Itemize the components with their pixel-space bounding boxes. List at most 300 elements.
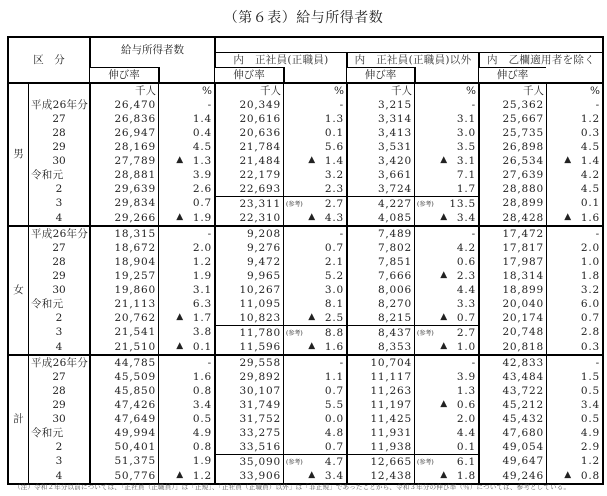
growth-rate-value: 1.1 <box>324 370 344 383</box>
growth-rate-value: 2.1 <box>324 255 344 268</box>
growth-rate-value: 0.3 <box>580 126 601 139</box>
reference-note: (参考) <box>417 201 434 208</box>
value-cell: 29,892 <box>214 370 283 384</box>
growth-rate-value: 1.8 <box>456 469 476 482</box>
value-cell: 3,661 <box>346 168 414 182</box>
growth-rate-cell <box>283 297 346 311</box>
year-label: 令和元 <box>28 426 89 440</box>
year-label: 平成26年分 <box>28 225 89 241</box>
value-cell: 45,850 <box>89 384 158 398</box>
growth-rate-value: - <box>471 227 476 240</box>
growth-rate-cell <box>414 168 478 182</box>
growth-rate-cell <box>414 112 478 126</box>
value-cell: 49,246 <box>478 469 546 483</box>
value-cell: 31,749 <box>214 398 283 412</box>
growth-rate-cell <box>546 126 602 140</box>
growth-rate-value: 4.9 <box>580 426 601 439</box>
growth-rate-value: 1.5 <box>580 370 601 383</box>
growth-rate-value: 1.4 <box>192 112 212 125</box>
growth-rate-value: 1.2 <box>192 255 212 268</box>
year-label: 28 <box>28 126 89 140</box>
value-cell: 50,776 <box>89 469 158 483</box>
growth-rate-cell <box>158 412 214 426</box>
growth-rate-value: 4.5 <box>580 140 601 153</box>
growth-rate-value: 1.9 <box>192 211 212 224</box>
value-cell: 33,516 <box>214 440 283 454</box>
value-cell: 49,994 <box>89 426 158 440</box>
value-cell: 3,215 <box>346 98 414 112</box>
growth-rate-cell <box>283 340 346 354</box>
growth-rate-value: 4.5 <box>580 182 601 195</box>
table-row <box>9 168 602 182</box>
value-cell: 26,947 <box>89 126 158 140</box>
growth-rate-cell <box>158 196 214 211</box>
growth-rate-value: 1.6 <box>324 340 344 353</box>
growth-rate-value: 3.1 <box>456 112 476 125</box>
growth-rate-value: 3.5 <box>456 140 476 153</box>
growth-rate-cell <box>158 182 214 196</box>
growth-rate-value: 3.2 <box>324 168 344 181</box>
growth-rate-cell <box>158 454 214 469</box>
year-label: 令和元 <box>28 297 89 311</box>
growth-rate-value: - <box>339 356 344 369</box>
growth-rate-value: 3.3 <box>456 297 476 310</box>
growth-rate-cell <box>414 354 478 370</box>
value-cell: 17,472 <box>478 225 546 241</box>
growth-rate-cell <box>283 211 346 225</box>
growth-rate-cell <box>546 469 602 483</box>
growth-rate-value: 0.7 <box>456 311 476 324</box>
value-cell: 11,197 <box>346 398 414 412</box>
negative-triangle-icon: ▲ <box>440 399 448 409</box>
value-cell: 28,880 <box>478 182 546 196</box>
table-row <box>9 154 602 168</box>
value-cell: 45,509 <box>89 370 158 384</box>
header-blank <box>158 67 214 82</box>
negative-triangle-icon: ▲ <box>564 155 573 165</box>
growth-rate-cell <box>414 182 478 196</box>
growth-rate-cell <box>414 211 478 225</box>
growth-rate-value: 3.8 <box>192 326 212 338</box>
growth-rate-cell <box>283 440 346 454</box>
growth-rate-cell <box>414 384 478 398</box>
value-cell: 50,401 <box>89 440 158 454</box>
growth-rate-value: 0.1 <box>456 440 476 453</box>
growth-rate-cell <box>283 98 346 112</box>
value-cell: 3,314 <box>346 112 414 126</box>
growth-rate-cell <box>158 140 214 154</box>
negative-triangle-icon: ▲ <box>440 270 448 280</box>
year-label: 平成26年分 <box>28 98 89 112</box>
value-cell: 21,484 <box>214 154 283 168</box>
year-label: 27 <box>28 370 89 384</box>
growth-rate-value: - <box>207 356 212 369</box>
table-row <box>9 412 602 426</box>
growth-rate-cell <box>158 112 214 126</box>
growth-rate-cell <box>414 255 478 269</box>
growth-rate-value: 8.8 <box>324 326 344 339</box>
reference-note: (参考) <box>286 459 303 466</box>
growth-rate-value: 0.6 <box>456 398 476 411</box>
value-cell: 47,680 <box>478 426 546 440</box>
value-cell: 22,310 <box>214 211 283 225</box>
value-cell: 11,425 <box>346 412 414 426</box>
growth-rate-value: 0.8 <box>192 440 212 453</box>
growth-rate-value: 2.3 <box>456 269 476 282</box>
year-label: 29 <box>28 398 89 412</box>
growth-rate-cell <box>414 454 478 469</box>
growth-rate-value: 4.2 <box>580 168 601 181</box>
growth-rate-value: 6.1 <box>456 455 476 468</box>
growth-rate-value: 1.8 <box>580 269 601 282</box>
value-cell: 8,215 <box>346 311 414 325</box>
growth-rate-cell <box>546 225 602 241</box>
value-cell: 17,817 <box>478 241 546 255</box>
value-cell: 51,375 <box>89 454 158 469</box>
growth-rate-value: 2.8 <box>580 326 601 338</box>
growth-rate-value: 3.9 <box>192 168 212 181</box>
growth-rate-cell <box>546 283 602 297</box>
growth-rate-value: 0.7 <box>580 311 601 324</box>
value-cell: 3,724 <box>346 182 414 196</box>
growth-rate-cell <box>158 469 214 483</box>
growth-rate-value: 0.8 <box>580 469 601 482</box>
growth-rate-cell <box>283 241 346 255</box>
growth-rate-cell <box>158 426 214 440</box>
growth-rate-value: 5.5 <box>324 398 344 411</box>
value-cell: 28,169 <box>89 140 158 154</box>
table-row <box>9 325 602 340</box>
value-cell: 33,906 <box>214 469 283 483</box>
growth-rate-value: - <box>339 227 344 240</box>
value-cell: 44,785 <box>89 354 158 370</box>
value-cell: 43,484 <box>478 370 546 384</box>
value-cell: 18,672 <box>89 241 158 255</box>
value-cell: 8,006 <box>346 283 414 297</box>
growth-rate-cell <box>546 384 602 398</box>
header-total: 給与所得者数 <box>89 38 214 67</box>
growth-rate-cell <box>158 297 214 311</box>
value-cell: 11,931 <box>346 426 414 440</box>
negative-triangle-icon: ▲ <box>308 212 316 222</box>
growth-rate-value: 0.1 <box>192 340 212 353</box>
growth-rate-cell <box>414 126 478 140</box>
negative-triangle-icon: ▲ <box>308 470 316 480</box>
growth-rate-cell <box>283 311 346 325</box>
year-label: 平成26年分 <box>28 354 89 370</box>
growth-rate-value: - <box>339 98 344 111</box>
growth-rate-value: 1.4 <box>324 154 344 167</box>
growth-rate-value: - <box>207 227 212 240</box>
growth-rate-value: 4.4 <box>456 283 476 296</box>
growth-rate-cell <box>546 426 602 440</box>
value-cell: 26,836 <box>89 112 158 126</box>
table-row <box>9 398 602 412</box>
growth-rate-value: 3.4 <box>324 469 344 482</box>
value-cell: 18,314 <box>478 269 546 283</box>
table-row <box>9 196 602 211</box>
growth-rate-value: 0.8 <box>192 384 212 397</box>
negative-triangle-icon: ▲ <box>440 155 448 165</box>
value-cell: 9,472 <box>214 255 283 269</box>
wage-earners-table <box>7 36 604 485</box>
growth-rate-value: 1.9 <box>192 269 212 282</box>
growth-rate-value: 2.7 <box>324 197 344 210</box>
header-excl-otsu: 内 乙欄適用者を除く <box>478 52 602 67</box>
growth-rate-cell <box>414 297 478 311</box>
growth-rate-cell <box>546 211 602 225</box>
growth-rate-cell <box>546 412 602 426</box>
growth-rate-value: 0.5 <box>580 412 601 425</box>
value-cell: 20,748 <box>478 325 546 340</box>
year-label: 令和元 <box>28 168 89 182</box>
growth-rate-value: 2.0 <box>192 241 212 254</box>
value-cell: 11,117 <box>346 370 414 384</box>
growth-rate-cell <box>158 398 214 412</box>
table-row <box>9 370 602 384</box>
growth-rate-value: 13.5 <box>449 197 476 210</box>
unit-thousand-people: 千人 <box>89 82 158 98</box>
growth-rate-cell <box>158 154 214 168</box>
unit-percent: % <box>158 82 214 98</box>
year-label: 28 <box>28 255 89 269</box>
negative-triangle-icon: ▲ <box>176 341 184 351</box>
value-cell: 10,267 <box>214 283 283 297</box>
growth-rate-value: 0.7 <box>324 384 344 397</box>
growth-rate-cell <box>546 440 602 454</box>
growth-rate-value: 4.4 <box>456 426 476 439</box>
value-cell: 22,693 <box>214 182 283 196</box>
reference-note: (参考) <box>417 459 434 466</box>
growth-rate-cell <box>546 340 602 354</box>
unit-thousand-people: 千人 <box>478 82 546 98</box>
growth-rate-value: - <box>207 98 212 111</box>
header-category: 区 分 <box>33 53 65 66</box>
negative-triangle-icon: ▲ <box>440 341 448 351</box>
growth-rate-value: - <box>595 227 601 240</box>
growth-rate-value: 0.1 <box>324 126 344 139</box>
negative-triangle-icon: ▲ <box>564 470 573 480</box>
value-cell: 25,362 <box>478 98 546 112</box>
value-cell: 49,054 <box>478 440 546 454</box>
growth-rate-value: 1.7 <box>192 311 212 324</box>
section-label: 男 <box>9 82 28 225</box>
table-row <box>9 269 602 283</box>
growth-rate-cell <box>546 269 602 283</box>
negative-triangle-icon: ▲ <box>308 312 316 322</box>
unit-percent: % <box>414 82 478 98</box>
growth-rate-cell <box>414 225 478 241</box>
value-cell: 8,270 <box>346 297 414 311</box>
value-cell: 20,040 <box>478 297 546 311</box>
growth-rate-cell <box>283 354 346 370</box>
growth-rate-cell <box>283 255 346 269</box>
header-blank <box>214 38 602 52</box>
year-label: 4 <box>28 211 89 225</box>
growth-rate-cell <box>283 154 346 168</box>
growth-rate-value: 0.3 <box>580 340 601 353</box>
value-cell: 7,489 <box>346 225 414 241</box>
value-cell: 35,090 <box>214 454 283 469</box>
growth-rate-value: 1.0 <box>456 340 476 353</box>
growth-rate-value: 3.4 <box>580 398 601 411</box>
value-cell: 25,667 <box>478 112 546 126</box>
value-cell: 19,257 <box>89 269 158 283</box>
growth-rate-value: 3.4 <box>456 211 476 224</box>
value-cell: 49,647 <box>478 454 546 469</box>
growth-rate-value: 4.3 <box>324 211 344 224</box>
value-cell: 26,470 <box>89 98 158 112</box>
value-cell: 21,784 <box>214 140 283 154</box>
growth-rate-value: 0.4 <box>192 126 212 139</box>
growth-rate-value: 0.0 <box>324 412 344 425</box>
year-label: 29 <box>28 140 89 154</box>
year-label: 30 <box>28 154 89 168</box>
growth-rate-value: 2.7 <box>456 326 476 339</box>
growth-rate-value: 3.2 <box>580 283 601 296</box>
value-cell: 33,275 <box>214 426 283 440</box>
table-row <box>9 354 602 370</box>
growth-rate-value: 2.9 <box>580 440 601 453</box>
reference-note: (参考) <box>286 201 303 208</box>
growth-rate-cell <box>414 469 478 483</box>
growth-rate-cell <box>158 354 214 370</box>
table-row <box>9 469 602 483</box>
growth-rate-value: 1.6 <box>580 211 601 224</box>
growth-rate-cell <box>283 126 346 140</box>
value-cell: 27,789 <box>89 154 158 168</box>
value-cell: 20,174 <box>478 311 546 325</box>
growth-rate-cell <box>158 370 214 384</box>
growth-rate-value: 1.9 <box>192 455 212 467</box>
growth-rate-cell <box>283 140 346 154</box>
growth-rate-cell <box>546 454 602 469</box>
section-label: 女 <box>9 225 28 354</box>
value-cell: 29,639 <box>89 182 158 196</box>
growth-rate-cell <box>283 426 346 440</box>
growth-rate-cell <box>158 384 214 398</box>
header-blank <box>283 67 346 82</box>
growth-rate-value: 1.2 <box>580 112 601 125</box>
negative-triangle-icon: ▲ <box>176 212 184 222</box>
growth-rate-value: 1.6 <box>192 370 212 383</box>
growth-rate-value: 5.2 <box>324 269 344 282</box>
year-label: 29 <box>28 269 89 283</box>
growth-rate-value: 8.1 <box>324 297 344 310</box>
value-cell: 11,263 <box>346 384 414 398</box>
growth-rate-value: 1.3 <box>192 154 212 167</box>
year-label: 27 <box>28 112 89 126</box>
growth-rate-cell <box>283 112 346 126</box>
unit-blank <box>28 82 89 98</box>
year-label: 30 <box>28 283 89 297</box>
growth-rate-value: 1.0 <box>580 255 601 268</box>
value-cell: 29,558 <box>214 354 283 370</box>
negative-triangle-icon: ▲ <box>308 341 316 351</box>
growth-rate-cell <box>414 325 478 340</box>
growth-rate-cell <box>158 241 214 255</box>
value-cell: 9,276 <box>214 241 283 255</box>
growth-rate-cell <box>546 112 602 126</box>
growth-rate-cell <box>158 311 214 325</box>
header-growth-nonregular: 伸び率 <box>346 67 414 82</box>
year-label: 3 <box>28 454 89 469</box>
growth-rate-cell <box>158 269 214 283</box>
table-row <box>9 140 602 154</box>
value-cell: 12,665 <box>346 454 414 469</box>
growth-rate-value: 0.5 <box>580 384 601 397</box>
value-cell: 12,438 <box>346 469 414 483</box>
value-cell: 7,666 <box>346 269 414 283</box>
growth-rate-value: 4.8 <box>324 426 344 439</box>
growth-rate-value: 4.5 <box>192 140 212 153</box>
table-row <box>9 311 602 325</box>
growth-rate-value: 0.6 <box>456 255 476 268</box>
value-cell: 4,085 <box>346 211 414 225</box>
growth-rate-cell <box>414 311 478 325</box>
value-cell: 29,266 <box>89 211 158 225</box>
header-regular: 内 正社員(正職員) <box>214 52 346 67</box>
value-cell: 18,904 <box>89 255 158 269</box>
growth-rate-cell <box>283 454 346 469</box>
value-cell: 43,722 <box>478 384 546 398</box>
year-label: 2 <box>28 182 89 196</box>
growth-rate-cell <box>414 426 478 440</box>
value-cell: 11,938 <box>346 440 414 454</box>
growth-rate-cell <box>158 98 214 112</box>
growth-rate-cell <box>546 168 602 182</box>
growth-rate-value: - <box>595 98 601 111</box>
year-label: 3 <box>28 325 89 340</box>
growth-rate-cell <box>546 370 602 384</box>
unit-thousand-people: 千人 <box>214 82 283 98</box>
growth-rate-cell <box>158 340 214 354</box>
growth-rate-value: 1.2 <box>192 469 212 482</box>
growth-rate-value: 5.6 <box>324 140 344 153</box>
table-row <box>9 454 602 469</box>
value-cell: 11,780 <box>214 325 283 340</box>
growth-rate-cell <box>158 325 214 340</box>
growth-rate-cell <box>546 297 602 311</box>
table-row <box>9 211 602 225</box>
value-cell: 18,315 <box>89 225 158 241</box>
unit-percent: % <box>546 82 602 98</box>
table-row <box>9 241 602 255</box>
value-cell: 17,987 <box>478 255 546 269</box>
growth-rate-value: 3.0 <box>456 126 476 139</box>
value-cell: 26,534 <box>478 154 546 168</box>
table-row <box>9 255 602 269</box>
growth-rate-cell <box>546 182 602 196</box>
value-cell: 18,899 <box>478 283 546 297</box>
growth-rate-value: - <box>471 356 476 369</box>
value-cell: 4,227 <box>346 196 414 211</box>
growth-rate-cell <box>283 283 346 297</box>
growth-rate-cell <box>546 398 602 412</box>
table-row <box>9 112 602 126</box>
value-cell: 27,639 <box>478 168 546 182</box>
value-cell: 28,428 <box>478 211 546 225</box>
growth-rate-value: 0.7 <box>324 440 344 453</box>
growth-rate-cell <box>158 283 214 297</box>
growth-rate-cell <box>158 440 214 454</box>
value-cell: 29,834 <box>89 196 158 211</box>
negative-triangle-icon: ▲ <box>440 212 448 222</box>
growth-rate-value: 6.3 <box>192 297 212 310</box>
negative-triangle-icon: ▲ <box>440 470 448 480</box>
value-cell: 10,823 <box>214 311 283 325</box>
value-cell: 3,420 <box>346 154 414 168</box>
